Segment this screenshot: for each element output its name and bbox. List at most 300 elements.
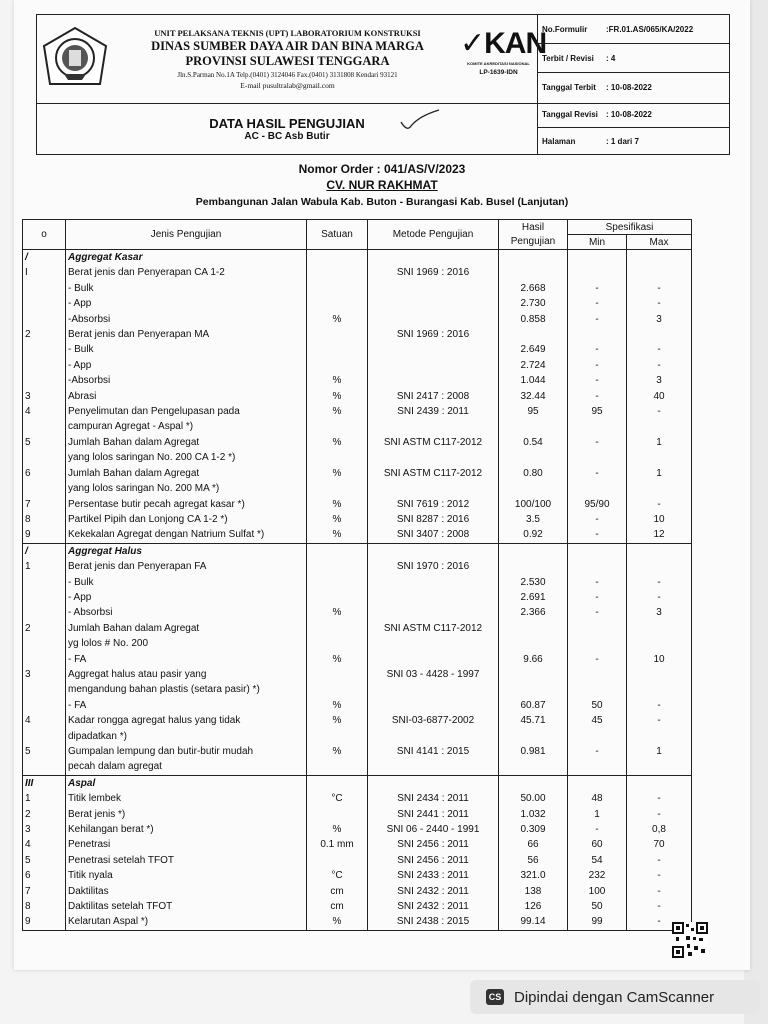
cell-satuan	[307, 729, 368, 744]
cell-jenis: - Absorbsi	[66, 605, 307, 620]
cell-no: III	[23, 775, 66, 791]
cell-satuan	[307, 682, 368, 697]
table-header-row	[23, 220, 692, 235]
cell-no: /	[23, 543, 66, 559]
cell-metode: SNI ASTM C117-2012	[368, 621, 499, 636]
cell-min: 99	[568, 914, 627, 930]
cell-min: 50	[568, 698, 627, 713]
meta-value: : 10-08-2022	[606, 110, 652, 119]
cell-max	[627, 636, 692, 651]
cell-max	[627, 543, 692, 559]
cell-hasil: 2.366	[499, 605, 568, 620]
cell-metode	[368, 605, 499, 620]
cell-max	[627, 759, 692, 775]
cell-hasil: 99.14	[499, 914, 568, 930]
cell-no	[23, 481, 66, 496]
table-row	[23, 265, 692, 280]
cell-satuan	[307, 327, 368, 342]
table-row	[23, 296, 692, 311]
order-number: Nomor Order : 041/AS/V/2023	[298, 162, 466, 176]
cell-hasil	[499, 667, 568, 682]
cell-min	[568, 682, 627, 697]
table-row	[23, 621, 692, 636]
cell-jenis: Aspal	[66, 775, 307, 791]
cell-no: 2	[23, 327, 66, 342]
cell-min: 54	[568, 853, 627, 868]
cell-metode: SNI 2417 : 2008	[368, 389, 499, 404]
table-row	[23, 404, 692, 419]
cell-no: 7	[23, 497, 66, 512]
cell-jenis: -Absorbsi	[66, 373, 307, 388]
cell-jenis: - FA	[66, 652, 307, 667]
cell-jenis: Berat jenis dan Penyerapan MA	[66, 327, 307, 342]
table-row	[23, 373, 692, 388]
cell-max: -	[627, 791, 692, 806]
cell-satuan	[307, 296, 368, 311]
cell-jenis: - Bulk	[66, 281, 307, 296]
table-row	[23, 868, 692, 883]
table-row	[23, 682, 692, 697]
cell-no	[23, 419, 66, 434]
cell-metode	[368, 373, 499, 388]
table-row	[23, 466, 692, 481]
camscanner-icon: CS	[486, 989, 504, 1005]
cell-metode: SNI 7619 : 2012	[368, 497, 499, 512]
cell-no	[23, 652, 66, 667]
cell-max: -	[627, 575, 692, 590]
cell-no: 4	[23, 404, 66, 419]
cell-hasil: 1.032	[499, 807, 568, 822]
cell-jenis: Kadar rongga agregat halus yang tidak	[66, 713, 307, 728]
camscanner-text: Dipindai dengan CamScanner	[514, 988, 715, 1006]
cell-satuan: %	[307, 512, 368, 527]
cell-satuan	[307, 621, 368, 636]
cell-jenis: - App	[66, 296, 307, 311]
cell-satuan	[307, 265, 368, 280]
cell-jenis: yang lolos saringan No. 200 MA *)	[66, 481, 307, 496]
table-row	[23, 481, 692, 496]
cell-max: 1	[627, 744, 692, 759]
cell-min: -	[568, 296, 627, 311]
meta-row	[538, 128, 730, 154]
cell-metode: SNI 4141 : 2015	[368, 744, 499, 759]
table-row	[23, 590, 692, 605]
table-row	[23, 822, 692, 837]
cell-no: 5	[23, 853, 66, 868]
cell-hasil: 2.649	[499, 342, 568, 357]
cell-min: 48	[568, 791, 627, 806]
cell-jenis: pecah dalam agregat	[66, 759, 307, 775]
cell-jenis: yang lolos saringan No. 200 CA 1-2 *)	[66, 450, 307, 465]
cell-min: -	[568, 466, 627, 481]
table-row	[23, 605, 692, 620]
cell-hasil	[499, 621, 568, 636]
meta-value: : 10-08-2022	[606, 83, 652, 92]
cell-jenis: Jumlah Bahan dalam Agregat	[66, 435, 307, 450]
cell-hasil: 2.724	[499, 358, 568, 373]
meta-value: : 1 dari 7	[606, 136, 639, 146]
meta-label: Terbit / Revisi	[542, 53, 594, 63]
cell-satuan	[307, 775, 368, 791]
cell-satuan: °C	[307, 791, 368, 806]
meta-label: No.Formulir	[542, 24, 588, 34]
meta-value: : 4	[606, 53, 616, 63]
cell-min	[568, 775, 627, 791]
cell-hasil: 2.730	[499, 296, 568, 311]
cell-min	[568, 450, 627, 465]
table-row	[23, 853, 692, 868]
cell-hasil: 45.71	[499, 713, 568, 728]
cell-max: -	[627, 358, 692, 373]
cell-jenis: Persentase butir pecah agregat kasar *)	[66, 497, 307, 512]
cell-hasil: 2.691	[499, 590, 568, 605]
cell-hasil	[499, 250, 568, 266]
cell-max: -	[627, 296, 692, 311]
cell-jenis: Kelarutan Aspal *)	[66, 914, 307, 930]
cell-max: -	[627, 281, 692, 296]
cell-no: 4	[23, 837, 66, 852]
cell-satuan	[307, 759, 368, 775]
table-row	[23, 497, 692, 512]
cell-max: -	[627, 342, 692, 357]
agency-address: Jln.S.Parman No.1A Telp.(0401) 3124046 Fax.(0401) 3131808 Kendari 93121	[177, 71, 398, 79]
cell-hasil: 50.00	[499, 791, 568, 806]
cell-min: -	[568, 358, 627, 373]
cell-min	[568, 481, 627, 496]
agency-line3: PROVINSI SULAWESI TENGGARA	[185, 54, 390, 68]
cell-jenis: Berat jenis *)	[66, 807, 307, 822]
cell-min: -	[568, 342, 627, 357]
cell-jenis: dipadatkan *)	[66, 729, 307, 744]
cell-satuan	[307, 807, 368, 822]
table-row	[23, 837, 692, 852]
table-row	[23, 281, 692, 296]
cell-jenis: - Bulk	[66, 575, 307, 590]
cell-min: 95	[568, 404, 627, 419]
cell-hasil: 1.044	[499, 373, 568, 388]
cell-min: -	[568, 822, 627, 837]
cell-hasil: 60.87	[499, 698, 568, 713]
cell-hasil	[499, 327, 568, 342]
table-row	[23, 327, 692, 342]
cell-jenis: - App	[66, 590, 307, 605]
cell-hasil: 0.858	[499, 312, 568, 327]
cell-metode	[368, 590, 499, 605]
cell-max: 3	[627, 312, 692, 327]
cell-no: 3	[23, 667, 66, 682]
cell-hasil: 0.54	[499, 435, 568, 450]
table-row	[23, 342, 692, 357]
meta-row	[538, 15, 730, 44]
col-no: o	[23, 220, 66, 250]
cell-max: -	[627, 497, 692, 512]
cell-max	[627, 481, 692, 496]
cell-metode	[368, 759, 499, 775]
cell-metode	[368, 575, 499, 590]
cell-no	[23, 759, 66, 775]
cell-max: 1	[627, 435, 692, 450]
meta-row	[538, 44, 730, 73]
cell-metode	[368, 450, 499, 465]
cell-satuan	[307, 667, 368, 682]
cell-max: -	[627, 590, 692, 605]
cell-metode: SNI 2438 : 2015	[368, 914, 499, 930]
col-spesifikasi: Spesifikasi	[568, 220, 692, 235]
cell-metode	[368, 698, 499, 713]
cell-min	[568, 636, 627, 651]
kan-subtitle: KOMITE AKREDITASI NASIONAL	[467, 61, 530, 66]
cell-jenis: yg lolos # No. 200	[66, 636, 307, 651]
cell-hasil: 0.92	[499, 527, 568, 543]
cell-max: -	[627, 853, 692, 868]
cell-satuan: %	[307, 389, 368, 404]
cell-hasil: 32.44	[499, 389, 568, 404]
cell-jenis: Berat jenis dan Penyerapan CA 1-2	[66, 265, 307, 280]
cell-min	[568, 250, 627, 266]
meta-label: Tanggal Revisi	[542, 110, 598, 119]
cell-min: -	[568, 389, 627, 404]
cell-hasil: 9.66	[499, 652, 568, 667]
cell-satuan: %	[307, 497, 368, 512]
cell-no: I	[23, 265, 66, 280]
cell-max: 3	[627, 605, 692, 620]
cell-no: 8	[23, 512, 66, 527]
form-meta	[537, 15, 730, 103]
cell-no	[23, 281, 66, 296]
agency-email: E-mail pusultralab@gmail.com	[240, 81, 335, 90]
cell-satuan	[307, 250, 368, 266]
cell-metode	[368, 481, 499, 496]
meta-row	[538, 102, 730, 128]
cell-max: 40	[627, 389, 692, 404]
cell-no: 3	[23, 822, 66, 837]
cell-metode	[368, 682, 499, 697]
table-row	[23, 667, 692, 682]
cell-hasil: 321.0	[499, 868, 568, 883]
cell-hasil: 95	[499, 404, 568, 419]
table-row	[23, 527, 692, 543]
cell-satuan: °C	[307, 868, 368, 883]
cell-jenis: Berat jenis dan Penyerapan FA	[66, 559, 307, 574]
cell-no	[23, 575, 66, 590]
cell-hasil	[499, 481, 568, 496]
cell-metode	[368, 296, 499, 311]
cell-min	[568, 759, 627, 775]
cell-hasil: 0.309	[499, 822, 568, 837]
cell-jenis: Penyelimutan dan Pengelupasan pada	[66, 404, 307, 419]
document-subtitle: AC - BC Asb Butir	[244, 131, 330, 142]
cell-max: -	[627, 713, 692, 728]
document-header	[36, 14, 730, 104]
cell-min	[568, 265, 627, 280]
table-row	[23, 698, 692, 713]
cell-metode	[368, 652, 499, 667]
cell-satuan	[307, 543, 368, 559]
title-meta	[537, 102, 730, 154]
cell-hasil: 3.5	[499, 512, 568, 527]
table-row	[23, 450, 692, 465]
cell-jenis: Titik nyala	[66, 868, 307, 883]
col-metode: Metode Pengujian	[368, 220, 499, 250]
cell-jenis: Abrasi	[66, 389, 307, 404]
cell-min: 50	[568, 899, 627, 914]
cell-metode: SNI 2433 : 2011	[368, 868, 499, 883]
col-min: Min	[568, 235, 627, 250]
col-max: Max	[627, 235, 692, 250]
cell-satuan: %	[307, 312, 368, 327]
kan-code: LP-1639-IDN	[479, 69, 518, 76]
cell-jenis: Aggregat halus atau pasir yang	[66, 667, 307, 682]
cell-no: 5	[23, 744, 66, 759]
cell-max	[627, 450, 692, 465]
cell-no: 3	[23, 389, 66, 404]
cell-jenis: Aggregat Kasar	[66, 250, 307, 266]
cell-min: -	[568, 527, 627, 543]
cell-satuan	[307, 481, 368, 496]
cell-min	[568, 621, 627, 636]
cell-hasil: 2.530	[499, 575, 568, 590]
table-row	[23, 559, 692, 574]
cell-hasil: 138	[499, 884, 568, 899]
cell-satuan: %	[307, 713, 368, 728]
section-row	[23, 543, 692, 559]
cell-min: -	[568, 744, 627, 759]
cell-satuan	[307, 281, 368, 296]
cell-satuan	[307, 358, 368, 373]
agency-block	[115, 15, 460, 103]
table-row	[23, 419, 692, 434]
cell-hasil	[499, 682, 568, 697]
cell-metode: SNI 03 - 4428 - 1997	[368, 667, 499, 682]
cell-max: -	[627, 404, 692, 419]
cell-no: 2	[23, 807, 66, 822]
cell-hasil	[499, 265, 568, 280]
cell-metode	[368, 250, 499, 266]
cell-min: 232	[568, 868, 627, 883]
cell-hasil	[499, 636, 568, 651]
cell-jenis: Penetrasi setelah TFOT	[66, 853, 307, 868]
cell-hasil	[499, 543, 568, 559]
table-body	[23, 250, 692, 931]
cell-no	[23, 450, 66, 465]
cell-metode: SNI 2432 : 2011	[368, 899, 499, 914]
cell-jenis: mengandung bahan plastis (setara pasir) *)	[66, 682, 307, 697]
table-row	[23, 652, 692, 667]
cell-jenis: Penetrasi	[66, 837, 307, 852]
cell-no	[23, 698, 66, 713]
table-row	[23, 713, 692, 728]
cell-min: 60	[568, 837, 627, 852]
cell-min: 95/90	[568, 497, 627, 512]
cell-min: -	[568, 590, 627, 605]
cell-metode: SNI 8287 : 2016	[368, 512, 499, 527]
signature-mark	[397, 108, 443, 134]
cell-hasil: 66	[499, 837, 568, 852]
cell-jenis: Jumlah Bahan dalam Agregat	[66, 466, 307, 481]
cell-metode: SNI 1969 : 2016	[368, 265, 499, 280]
cell-jenis: - Bulk	[66, 342, 307, 357]
cell-no	[23, 729, 66, 744]
cell-metode: SNI 06 - 2440 - 1991	[368, 822, 499, 837]
cell-jenis: campuran Agregat - Aspal *)	[66, 419, 307, 434]
cell-no	[23, 682, 66, 697]
meta-label: Halaman	[542, 136, 576, 146]
order-info	[36, 162, 728, 208]
table-row	[23, 389, 692, 404]
kan-check-icon: ✓	[460, 27, 485, 60]
cell-max	[627, 682, 692, 697]
cell-satuan: %	[307, 914, 368, 930]
cell-no: 9	[23, 914, 66, 930]
cell-max: -	[627, 868, 692, 883]
cell-metode	[368, 543, 499, 559]
qr-code-icon	[672, 922, 708, 958]
cell-satuan: cm	[307, 899, 368, 914]
cell-hasil: 0.80	[499, 466, 568, 481]
project-name: Pembangunan Jalan Wabula Kab. Buton - Burangasi Kab. Busel (Lanjutan)	[195, 196, 569, 208]
cell-hasil	[499, 450, 568, 465]
table-row	[23, 729, 692, 744]
cell-satuan: %	[307, 435, 368, 450]
col-hasil: Hasil	[499, 220, 568, 235]
company-name: CV. NUR RAKHMAT	[326, 178, 438, 192]
cell-no: 6	[23, 466, 66, 481]
cell-jenis: Partikel Pipih dan Lonjong CA 1-2 *)	[66, 512, 307, 527]
cell-metode	[368, 358, 499, 373]
cell-satuan: 0.1 mm	[307, 837, 368, 852]
cell-jenis: - FA	[66, 698, 307, 713]
table-row	[23, 744, 692, 759]
cell-max: 3	[627, 373, 692, 388]
cell-min: -	[568, 435, 627, 450]
cell-satuan	[307, 450, 368, 465]
cell-min	[568, 667, 627, 682]
cell-hasil: 2.668	[499, 281, 568, 296]
cell-satuan: %	[307, 698, 368, 713]
cell-max	[627, 265, 692, 280]
cell-metode: SNI 2434 : 2011	[368, 791, 499, 806]
results-table	[22, 219, 692, 931]
cell-min: -	[568, 281, 627, 296]
cell-min: 100	[568, 884, 627, 899]
cell-jenis: Daktilitas setelah TFOT	[66, 899, 307, 914]
cell-hasil	[499, 419, 568, 434]
cell-max: 0,8	[627, 822, 692, 837]
cell-satuan	[307, 559, 368, 574]
cell-min: -	[568, 652, 627, 667]
col-hasil-2: Pengujian	[499, 235, 568, 250]
cell-min	[568, 543, 627, 559]
cell-no	[23, 342, 66, 357]
table-row	[23, 512, 692, 527]
col-jenis: Jenis Pengujian	[66, 220, 307, 250]
cell-min	[568, 419, 627, 434]
cell-max	[627, 729, 692, 744]
cell-hasil	[499, 759, 568, 775]
table-row	[23, 358, 692, 373]
cell-max	[627, 327, 692, 342]
cell-metode	[368, 419, 499, 434]
cell-satuan: %	[307, 404, 368, 419]
cell-satuan	[307, 575, 368, 590]
cell-min: -	[568, 575, 627, 590]
cell-max: 1	[627, 466, 692, 481]
cell-jenis: Daktilitas	[66, 884, 307, 899]
cell-max: -	[627, 807, 692, 822]
cell-metode: SNI 2456 : 2011	[368, 837, 499, 852]
table-row	[23, 807, 692, 822]
cell-max: -	[627, 914, 692, 930]
